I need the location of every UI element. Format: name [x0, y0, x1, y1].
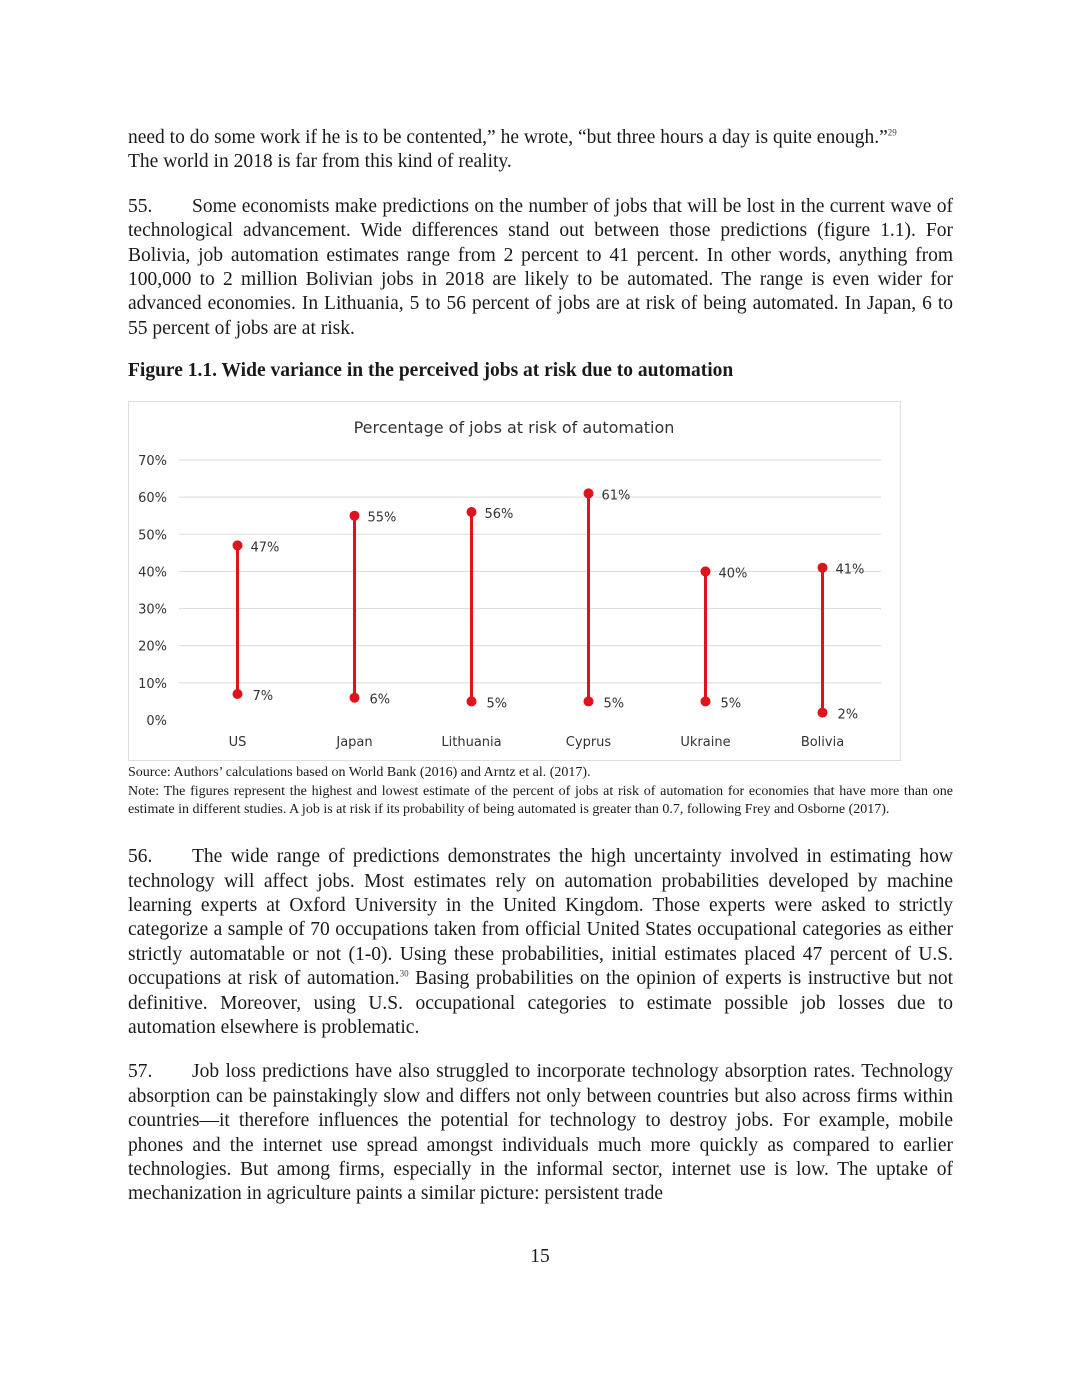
- document-page: [128, 126, 953, 1207]
- high-point: [233, 541, 243, 551]
- intro-paragraph: [128, 126, 953, 175]
- low-point: [233, 689, 243, 699]
- high-data-label: 40%: [718, 566, 748, 582]
- y-tick-label: 50%: [138, 528, 167, 544]
- figure-chart: [128, 401, 901, 761]
- low-data-label: 2%: [837, 707, 859, 723]
- intro-line-2: The world in 2018 is far from this kind of reality.: [128, 151, 512, 173]
- chart-title: Percentage of jobs at risk of automation: [353, 418, 675, 438]
- low-point: [467, 697, 477, 707]
- paragraph-56: [128, 845, 953, 1040]
- source-note: Source: Authors’ calculations based on World Bank (2016) and Arntz et al. (2017).: [128, 765, 591, 781]
- low-point: [350, 693, 360, 703]
- high-data-label: 41%: [835, 562, 865, 578]
- high-data-label: 55%: [367, 510, 397, 526]
- figure-title: Figure 1.1. Wide variance in the perceived jobs at risk due to automation: [128, 360, 734, 382]
- low-data-label: 6%: [369, 692, 391, 708]
- high-point: [584, 489, 594, 499]
- note-text: Note: The figures represent the highest and lowest estimate of the percent of jobs at risk of automation for economies that have more than one estimate in different studies. A job is at risk if its probability of being automated is greater than 0.7, following Frey and Osborne (2017).: [128, 783, 953, 817]
- low-point: [584, 697, 594, 707]
- paragraph-text-a: The wide range of predictions demonstrates the high uncertainty involved in estimating how technology will affect jobs. Most estimates rely on automation probabilities developed by machine learning experts at Oxford University in the United Kingdom. Those experts were asked to strictly categorize a sample of 70 occupations taken from official United States occupational categories as either strictly automatable or not (1-0). Using these probabilities, initial estimates placed 47 percent of U.S. occupations at risk of automation.: [128, 846, 953, 990]
- x-tick-label: US: [228, 735, 247, 751]
- x-tick-label: Japan: [336, 735, 373, 751]
- x-tick-label: Cyprus: [565, 735, 612, 751]
- x-tick-label: Bolivia: [800, 735, 845, 751]
- low-point: [818, 708, 828, 718]
- paragraph-text-b: Basing probabilities on the opinion of experts is instructive but not definitive. Moreover, using U.S. occupational categories to estimate possible job losses due to automation elsewhere is problematic.: [128, 968, 954, 1038]
- x-tick-label: Ukraine: [680, 735, 731, 751]
- footnote-ref-30[interactable]: 30: [399, 968, 409, 979]
- y-tick-label: 20%: [138, 639, 167, 655]
- high-point: [467, 507, 477, 517]
- paragraph-55: [128, 195, 953, 341]
- page-number: 15: [530, 1246, 550, 1267]
- x-tick-label: Lithuania: [441, 735, 502, 751]
- paragraph-57: [128, 1060, 953, 1206]
- paragraph-number: 57.: [128, 1061, 153, 1083]
- low-point: [701, 697, 711, 707]
- y-tick-label: 0%: [146, 714, 167, 730]
- high-data-label: 47%: [250, 540, 280, 556]
- high-point: [818, 563, 828, 573]
- figure-notes: [128, 764, 953, 819]
- y-tick-label: 70%: [138, 454, 167, 470]
- y-tick-label: 10%: [138, 677, 167, 693]
- paragraph-text: Job loss predictions have also struggled to incorporate technology absorption rates. Technology absorption can be painstakingly slow and differs not only between countries but also across firms within countries—it therefore influences the potential for technology to destroy jobs. For example, mobile phones and the internet use spread amongst individuals much more quickly as compared to earlier technologies. But among firms, especially in the informal sector, internet use is low. The uptake of mechanization in agriculture paints a similar picture: persistent trade: [128, 1061, 953, 1205]
- high-point: [701, 567, 711, 577]
- y-tick-label: 40%: [138, 565, 167, 581]
- range-chart: [129, 402, 900, 760]
- y-tick-label: 30%: [138, 602, 167, 618]
- low-data-label: 5%: [603, 696, 625, 712]
- y-tick-label: 60%: [138, 491, 167, 507]
- paragraph-number: 56.: [128, 846, 153, 868]
- footnote-ref-29[interactable]: 29: [887, 127, 897, 138]
- paragraph-text: Some economists make predictions on the number of jobs that will be lost in the current wave of technological advancement. Wide differences stand out between those predictions (figure 1.1). For Bolivia, job automation estimates range from 2 percent to 41 percent. In other words, anything from 100,000 to 2 million Bolivian jobs in 2018 are likely to be automated. The range is even wider for advanced economies. In Lithuania, 5 to 56 percent of jobs are at risk of being automated. In Japan, 6 to 55 percent of jobs are at risk.: [128, 195, 953, 339]
- high-point: [350, 511, 360, 521]
- low-data-label: 7%: [252, 689, 274, 705]
- high-data-label: 61%: [601, 488, 631, 504]
- high-data-label: 56%: [484, 507, 514, 523]
- paragraph-number: 55.: [128, 195, 153, 217]
- low-data-label: 5%: [720, 696, 742, 712]
- intro-line-1: need to do some work if he is to be contented,” he wrote, “but three hours a day is quite enough.”: [128, 127, 888, 148]
- low-data-label: 5%: [486, 696, 508, 712]
